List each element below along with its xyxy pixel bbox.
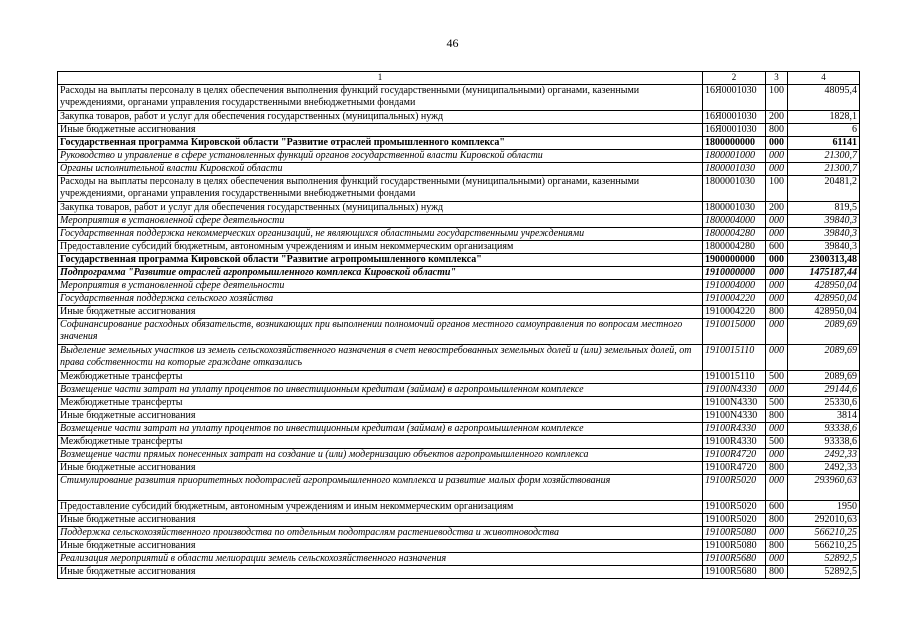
row-amount-cell: 3814 [788,410,860,423]
row-code-cell: 19100R5020 [703,475,766,501]
row-type-cell: 000 [766,254,788,267]
row-name-cell: Мероприятия в установленной сфере деятельности [58,215,703,228]
row-code-cell: 19100N4330 [703,384,766,397]
table-row [58,137,860,150]
row-code-cell: 19100R4720 [703,462,766,475]
row-amount-cell: 61141 [788,137,860,150]
table-row [58,319,860,345]
row-name-cell: Закупка товаров, работ и услуг для обеспечения государственных (муниципальных) нужд [58,111,703,124]
row-type-cell: 000 [766,319,788,345]
row-type-cell: 500 [766,397,788,410]
table-row [58,371,860,384]
row-name-cell: Выделение земельных участков из земель сельскохозяйственного назначения в счет невостребованных земельных долей и (или) земельных долей, от права собственности на которые граждане отказались [58,345,703,371]
row-name-cell: Подпрограмма "Развитие отраслей агропромышленного комплекса Кировской области" [58,267,703,280]
row-code-cell: 1800001000 [703,150,766,163]
row-amount-cell: 93338,6 [788,423,860,436]
row-type-cell: 000 [766,475,788,501]
row-type-cell: 800 [766,540,788,553]
row-amount-cell: 428950,04 [788,280,860,293]
row-code-cell: 1910004220 [703,306,766,319]
row-amount-cell: 48095,4 [788,85,860,111]
row-amount-cell: 819,5 [788,202,860,215]
row-code-cell: 19100R5080 [703,527,766,540]
row-amount-cell: 93338,6 [788,436,860,449]
row-name-cell: Поддержка сельскохозяйственного производства по отдельным подотраслям растениеводства и животноводства [58,527,703,540]
table-row [58,566,860,579]
row-amount-cell: 20481,2 [788,176,860,202]
row-code-cell: 1800001030 [703,202,766,215]
table-row [58,436,860,449]
row-type-cell: 800 [766,410,788,423]
row-amount-cell: 428950,04 [788,306,860,319]
header-col-1: 1 [58,72,703,85]
row-code-cell: 1800001030 [703,176,766,202]
row-name-cell: Иные бюджетные ассигнования [58,514,703,527]
table-row [58,306,860,319]
row-amount-cell: 21300,7 [788,150,860,163]
row-amount-cell: 39840,3 [788,215,860,228]
row-code-cell: 1800004280 [703,228,766,241]
row-type-cell: 500 [766,371,788,384]
row-amount-cell: 2492,33 [788,449,860,462]
table-row [58,462,860,475]
row-amount-cell: 566210,25 [788,540,860,553]
row-type-cell: 500 [766,436,788,449]
row-amount-cell: 292010,63 [788,514,860,527]
row-type-cell: 000 [766,150,788,163]
row-amount-cell: 293960,63 [788,475,860,501]
header-col-3: 3 [766,72,788,85]
row-code-cell: 1800004280 [703,241,766,254]
row-code-cell: 1910015110 [703,345,766,371]
row-name-cell: Государственная программа Кировской области "Развитие агропромышленного комплекса" [58,254,703,267]
row-name-cell: Иные бюджетные ассигнования [58,124,703,137]
row-name-cell: Возмещение части затрат на уплату процентов по инвестиционным кредитам (займам) в агропромышленном комплексе [58,384,703,397]
row-amount-cell: 2089,69 [788,319,860,345]
row-type-cell: 000 [766,384,788,397]
row-name-cell: Реализация мероприятий в области мелиорации земель сельскохозяйственного назначения [58,553,703,566]
table-row [58,540,860,553]
table-row [58,553,860,566]
row-name-cell: Межбюджетные трансферты [58,371,703,384]
row-code-cell: 1900000000 [703,254,766,267]
row-type-cell: 000 [766,137,788,150]
row-code-cell: 16Я0001030 [703,85,766,111]
row-code-cell: 19100N4330 [703,410,766,423]
table-row [58,293,860,306]
row-code-cell: 1800001030 [703,163,766,176]
row-type-cell: 000 [766,267,788,280]
row-code-cell: 19100R5020 [703,501,766,514]
table-row [58,449,860,462]
row-type-cell: 100 [766,85,788,111]
row-code-cell: 1910000000 [703,267,766,280]
row-type-cell: 000 [766,449,788,462]
row-amount-cell: 2492,33 [788,462,860,475]
table-row [58,384,860,397]
table-row [58,397,860,410]
row-code-cell: 19100R4330 [703,423,766,436]
row-amount-cell: 2300313,48 [788,254,860,267]
row-name-cell: Мероприятия в установленной сфере деятельности [58,280,703,293]
row-code-cell: 19100R4330 [703,436,766,449]
row-code-cell: 19100R5020 [703,514,766,527]
row-type-cell: 100 [766,176,788,202]
row-type-cell: 000 [766,553,788,566]
row-name-cell: Расходы на выплаты персоналу в целях обеспечения выполнения функций государственными (муниципальными) органами, казенными учреждениями, органами управления государственными внебюджетными фондами [58,85,703,111]
row-name-cell: Расходы на выплаты персоналу в целях обеспечения выполнения функций государственными (муниципальными) органами, казенными учреждениями, органами управления государственными внебюджетными фондами [58,176,703,202]
row-code-cell: 16Я0001030 [703,124,766,137]
row-name-cell: Предоставление субсидий бюджетным, автономным учреждениям и иным некоммерческим организациям [58,241,703,254]
row-amount-cell: 566210,25 [788,527,860,540]
row-amount-cell: 25330,6 [788,397,860,410]
row-amount-cell: 2089,69 [788,371,860,384]
page-number: 46 [446,36,459,50]
table-row [58,202,860,215]
row-type-cell: 000 [766,163,788,176]
table-row [58,280,860,293]
row-name-cell: Межбюджетные трансферты [58,436,703,449]
table-row [58,215,860,228]
row-name-cell: Иные бюджетные ассигнования [58,566,703,579]
row-amount-cell: 6 [788,124,860,137]
row-name-cell: Иные бюджетные ассигнования [58,306,703,319]
row-type-cell: 800 [766,462,788,475]
table-row [58,254,860,267]
row-type-cell: 800 [766,124,788,137]
row-name-cell: Закупка товаров, работ и услуг для обеспечения государственных (муниципальных) нужд [58,202,703,215]
row-amount-cell: 52892,5 [788,553,860,566]
row-type-cell: 000 [766,228,788,241]
table-row [58,124,860,137]
row-name-cell: Возмещение части затрат на уплату процентов по инвестиционным кредитам (займам) в агропромышленном комплексе [58,423,703,436]
row-type-cell: 800 [766,306,788,319]
row-name-cell: Органы исполнительной власти Кировской области [58,163,703,176]
table-row [58,150,860,163]
row-code-cell: 1910004000 [703,280,766,293]
row-name-cell: Межбюджетные трансферты [58,397,703,410]
table-row [58,410,860,423]
row-code-cell: 1910015000 [703,319,766,345]
table-row [58,514,860,527]
row-code-cell: 19100R5680 [703,566,766,579]
table-row [58,111,860,124]
row-name-cell: Государственная поддержка некоммерческих организаций, не являющихся областными государственными учреждениями [58,228,703,241]
row-name-cell: Стимулирование развития приоритетных подотраслей агропромышленного комплекса и развитие малых форм хозяйствования [58,475,703,501]
row-name-cell: Предоставление субсидий бюджетным, автономным учреждениям и иным некоммерческим организациям [58,501,703,514]
row-code-cell: 1800000000 [703,137,766,150]
row-amount-cell: 21300,7 [788,163,860,176]
row-amount-cell: 29144,6 [788,384,860,397]
row-name-cell: Иные бюджетные ассигнования [58,462,703,475]
row-type-cell: 800 [766,514,788,527]
row-type-cell: 200 [766,111,788,124]
row-type-cell: 000 [766,215,788,228]
budget-table-body [58,72,860,579]
header-row [58,72,860,85]
row-type-cell: 200 [766,202,788,215]
header-col-2: 2 [703,72,766,85]
row-type-cell: 800 [766,566,788,579]
row-name-cell: Государственная поддержка сельского хозяйства [58,293,703,306]
row-type-cell: 000 [766,345,788,371]
row-code-cell: 1910015110 [703,371,766,384]
table-row [58,527,860,540]
table-row [58,85,860,111]
row-code-cell: 16Я0001030 [703,111,766,124]
row-name-cell: Руководство и управление в сфере установленных функций органов государственной власти Кировской области [58,150,703,163]
row-amount-cell: 39840,3 [788,241,860,254]
row-code-cell: 1910004220 [703,293,766,306]
table-row [58,241,860,254]
row-name-cell: Иные бюджетные ассигнования [58,540,703,553]
row-type-cell: 000 [766,280,788,293]
row-type-cell: 600 [766,241,788,254]
row-amount-cell: 2089,69 [788,345,860,371]
table-row [58,163,860,176]
row-amount-cell: 39840,3 [788,228,860,241]
row-code-cell: 1800004000 [703,215,766,228]
row-code-cell: 19100N4330 [703,397,766,410]
row-type-cell: 000 [766,293,788,306]
row-name-cell: Софинансирование расходных обязательств, возникающих при выполнении полномочий органов местного самоуправления по вопросам местного значения [58,319,703,345]
row-type-cell: 600 [766,501,788,514]
table-row [58,228,860,241]
row-type-cell: 000 [766,423,788,436]
row-amount-cell: 1950 [788,501,860,514]
row-amount-cell: 1828,1 [788,111,860,124]
row-name-cell: Иные бюджетные ассигнования [58,410,703,423]
row-code-cell: 19100R4720 [703,449,766,462]
row-type-cell: 000 [766,527,788,540]
row-name-cell: Государственная программа Кировской области "Развитие отраслей промышленного комплекса" [58,137,703,150]
header-col-4: 4 [788,72,860,85]
row-amount-cell: 52892,5 [788,566,860,579]
table-row [58,176,860,202]
row-code-cell: 19100R5680 [703,553,766,566]
budget-table [57,71,860,579]
table-row [58,267,860,280]
table-row [58,423,860,436]
table-row [58,501,860,514]
row-code-cell: 19100R5080 [703,540,766,553]
row-amount-cell: 1475187,44 [788,267,860,280]
row-amount-cell: 428950,04 [788,293,860,306]
table-row [58,345,860,371]
row-name-cell: Возмещение части прямых понесенных затрат на создание и (или) модернизацию объектов агропромышленного комплекса [58,449,703,462]
table-row [58,475,860,501]
